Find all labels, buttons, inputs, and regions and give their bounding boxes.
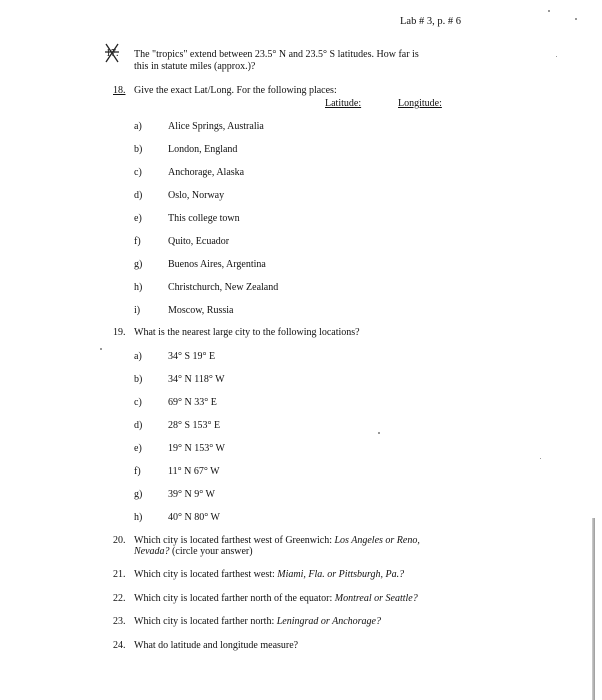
q20-line2 bbox=[134, 546, 253, 557]
longitude-column-header: Longitude: bbox=[398, 98, 442, 109]
q19-letter: b) bbox=[134, 374, 143, 385]
q23-number: 23. bbox=[113, 616, 126, 627]
q19-letter: c) bbox=[134, 397, 142, 408]
q24-number: 24. bbox=[113, 640, 126, 651]
q19-coordinates: 34° N 118° W bbox=[168, 374, 225, 385]
q19-coordinates: 28° S 153° E bbox=[168, 420, 221, 431]
q19-letter: e) bbox=[134, 443, 142, 454]
q17-number: 17. bbox=[106, 48, 119, 59]
q22-line bbox=[134, 593, 418, 604]
scan-speck bbox=[556, 56, 557, 57]
q19-letter: d) bbox=[134, 420, 143, 431]
q21-choices: Miami, Fla. or Pittsburgh, Pa.? bbox=[277, 569, 405, 580]
q18-place: Anchorage, Alaska bbox=[168, 167, 245, 178]
q18-letter: a) bbox=[134, 121, 142, 132]
q19-coordinates: 40° N 80° W bbox=[168, 512, 220, 523]
scan-speck bbox=[378, 432, 380, 434]
q19-coordinates: 39° N 9° W bbox=[168, 489, 215, 500]
q23-line bbox=[134, 616, 381, 627]
q18-letter: c) bbox=[134, 167, 142, 178]
q18-place: Christchurch, New Zealand bbox=[168, 282, 279, 293]
q18-place: Oslo, Norway bbox=[168, 190, 225, 201]
q20-instruction: (circle your answer) bbox=[169, 546, 253, 557]
scan-speck bbox=[575, 18, 577, 20]
q21-number: 21. bbox=[113, 569, 126, 580]
q23-text: Which city is located farther north: bbox=[134, 616, 277, 627]
q18-number: 18. bbox=[113, 85, 126, 96]
lab-page-label: Lab # 3, p. # 6 bbox=[400, 16, 461, 27]
q19-letter: f) bbox=[134, 466, 141, 477]
q18-letter: i) bbox=[134, 305, 141, 316]
q19-prompt: What is the nearest large city to the following locations? bbox=[134, 327, 360, 338]
q19-coordinates: 34° S 19° E bbox=[168, 351, 216, 362]
q18-letter: h) bbox=[134, 282, 143, 293]
q18-place: Buenos Aires, Argentina bbox=[168, 259, 266, 270]
q17-line1: The "tropics" extend between 23.5° N and 23.5° S latitudes. How far is bbox=[134, 49, 419, 60]
q17-line2: this in statute miles (approx.)? bbox=[134, 61, 256, 72]
q18-letter: f) bbox=[134, 236, 141, 247]
scan-speck bbox=[100, 348, 102, 350]
q18-letter: g) bbox=[134, 259, 143, 270]
q18-prompt: Give the exact Lat/Long. For the following places: bbox=[134, 85, 337, 96]
q21-text: Which city is located farthest west: bbox=[134, 569, 278, 580]
q18-place: Alice Springs, Australia bbox=[168, 121, 264, 132]
handwritten-cross-mark-icon bbox=[104, 40, 120, 66]
q18-place: London, England bbox=[168, 144, 238, 155]
q18-letter: d) bbox=[134, 190, 143, 201]
q19-number: 19. bbox=[113, 327, 126, 338]
latitude-column-header: Latitude: bbox=[325, 98, 362, 109]
q19-coordinates: 19° N 153° W bbox=[168, 443, 225, 454]
scan-edge-shadow bbox=[592, 518, 595, 700]
q18-place: Quito, Ecuador bbox=[168, 236, 230, 247]
q20-choices-cont: Nevada? bbox=[134, 546, 170, 557]
q20-choices: Los Angeles or Reno, bbox=[334, 535, 420, 546]
q19-letter: g) bbox=[134, 489, 143, 500]
q19-coordinates: 11° N 67° W bbox=[168, 466, 220, 477]
q21-line bbox=[134, 569, 404, 580]
q19-letter: h) bbox=[134, 512, 143, 523]
q22-choices: Montreal or Seattle? bbox=[334, 593, 418, 604]
q18-place: Moscow, Russia bbox=[168, 305, 234, 316]
q24-text: What do latitude and longitude measure? bbox=[134, 640, 299, 651]
q19-letter: a) bbox=[134, 351, 142, 362]
q20-number: 20. bbox=[113, 535, 126, 546]
scan-speck bbox=[540, 458, 541, 459]
q23-choices: Leningrad or Anchorage? bbox=[276, 616, 381, 627]
q22-text: Which city is located farther north of the equator: bbox=[134, 593, 335, 604]
q18-letter: b) bbox=[134, 144, 143, 155]
q18-letter: e) bbox=[134, 213, 142, 224]
scan-speck bbox=[548, 10, 550, 12]
q20-line1 bbox=[134, 535, 420, 546]
q20-text: Which city is located farthest west of Greenwich: bbox=[134, 535, 335, 546]
q22-number: 22. bbox=[113, 593, 126, 604]
q18-place: This college town bbox=[168, 213, 240, 224]
q19-coordinates: 69° N 33° E bbox=[168, 397, 217, 408]
